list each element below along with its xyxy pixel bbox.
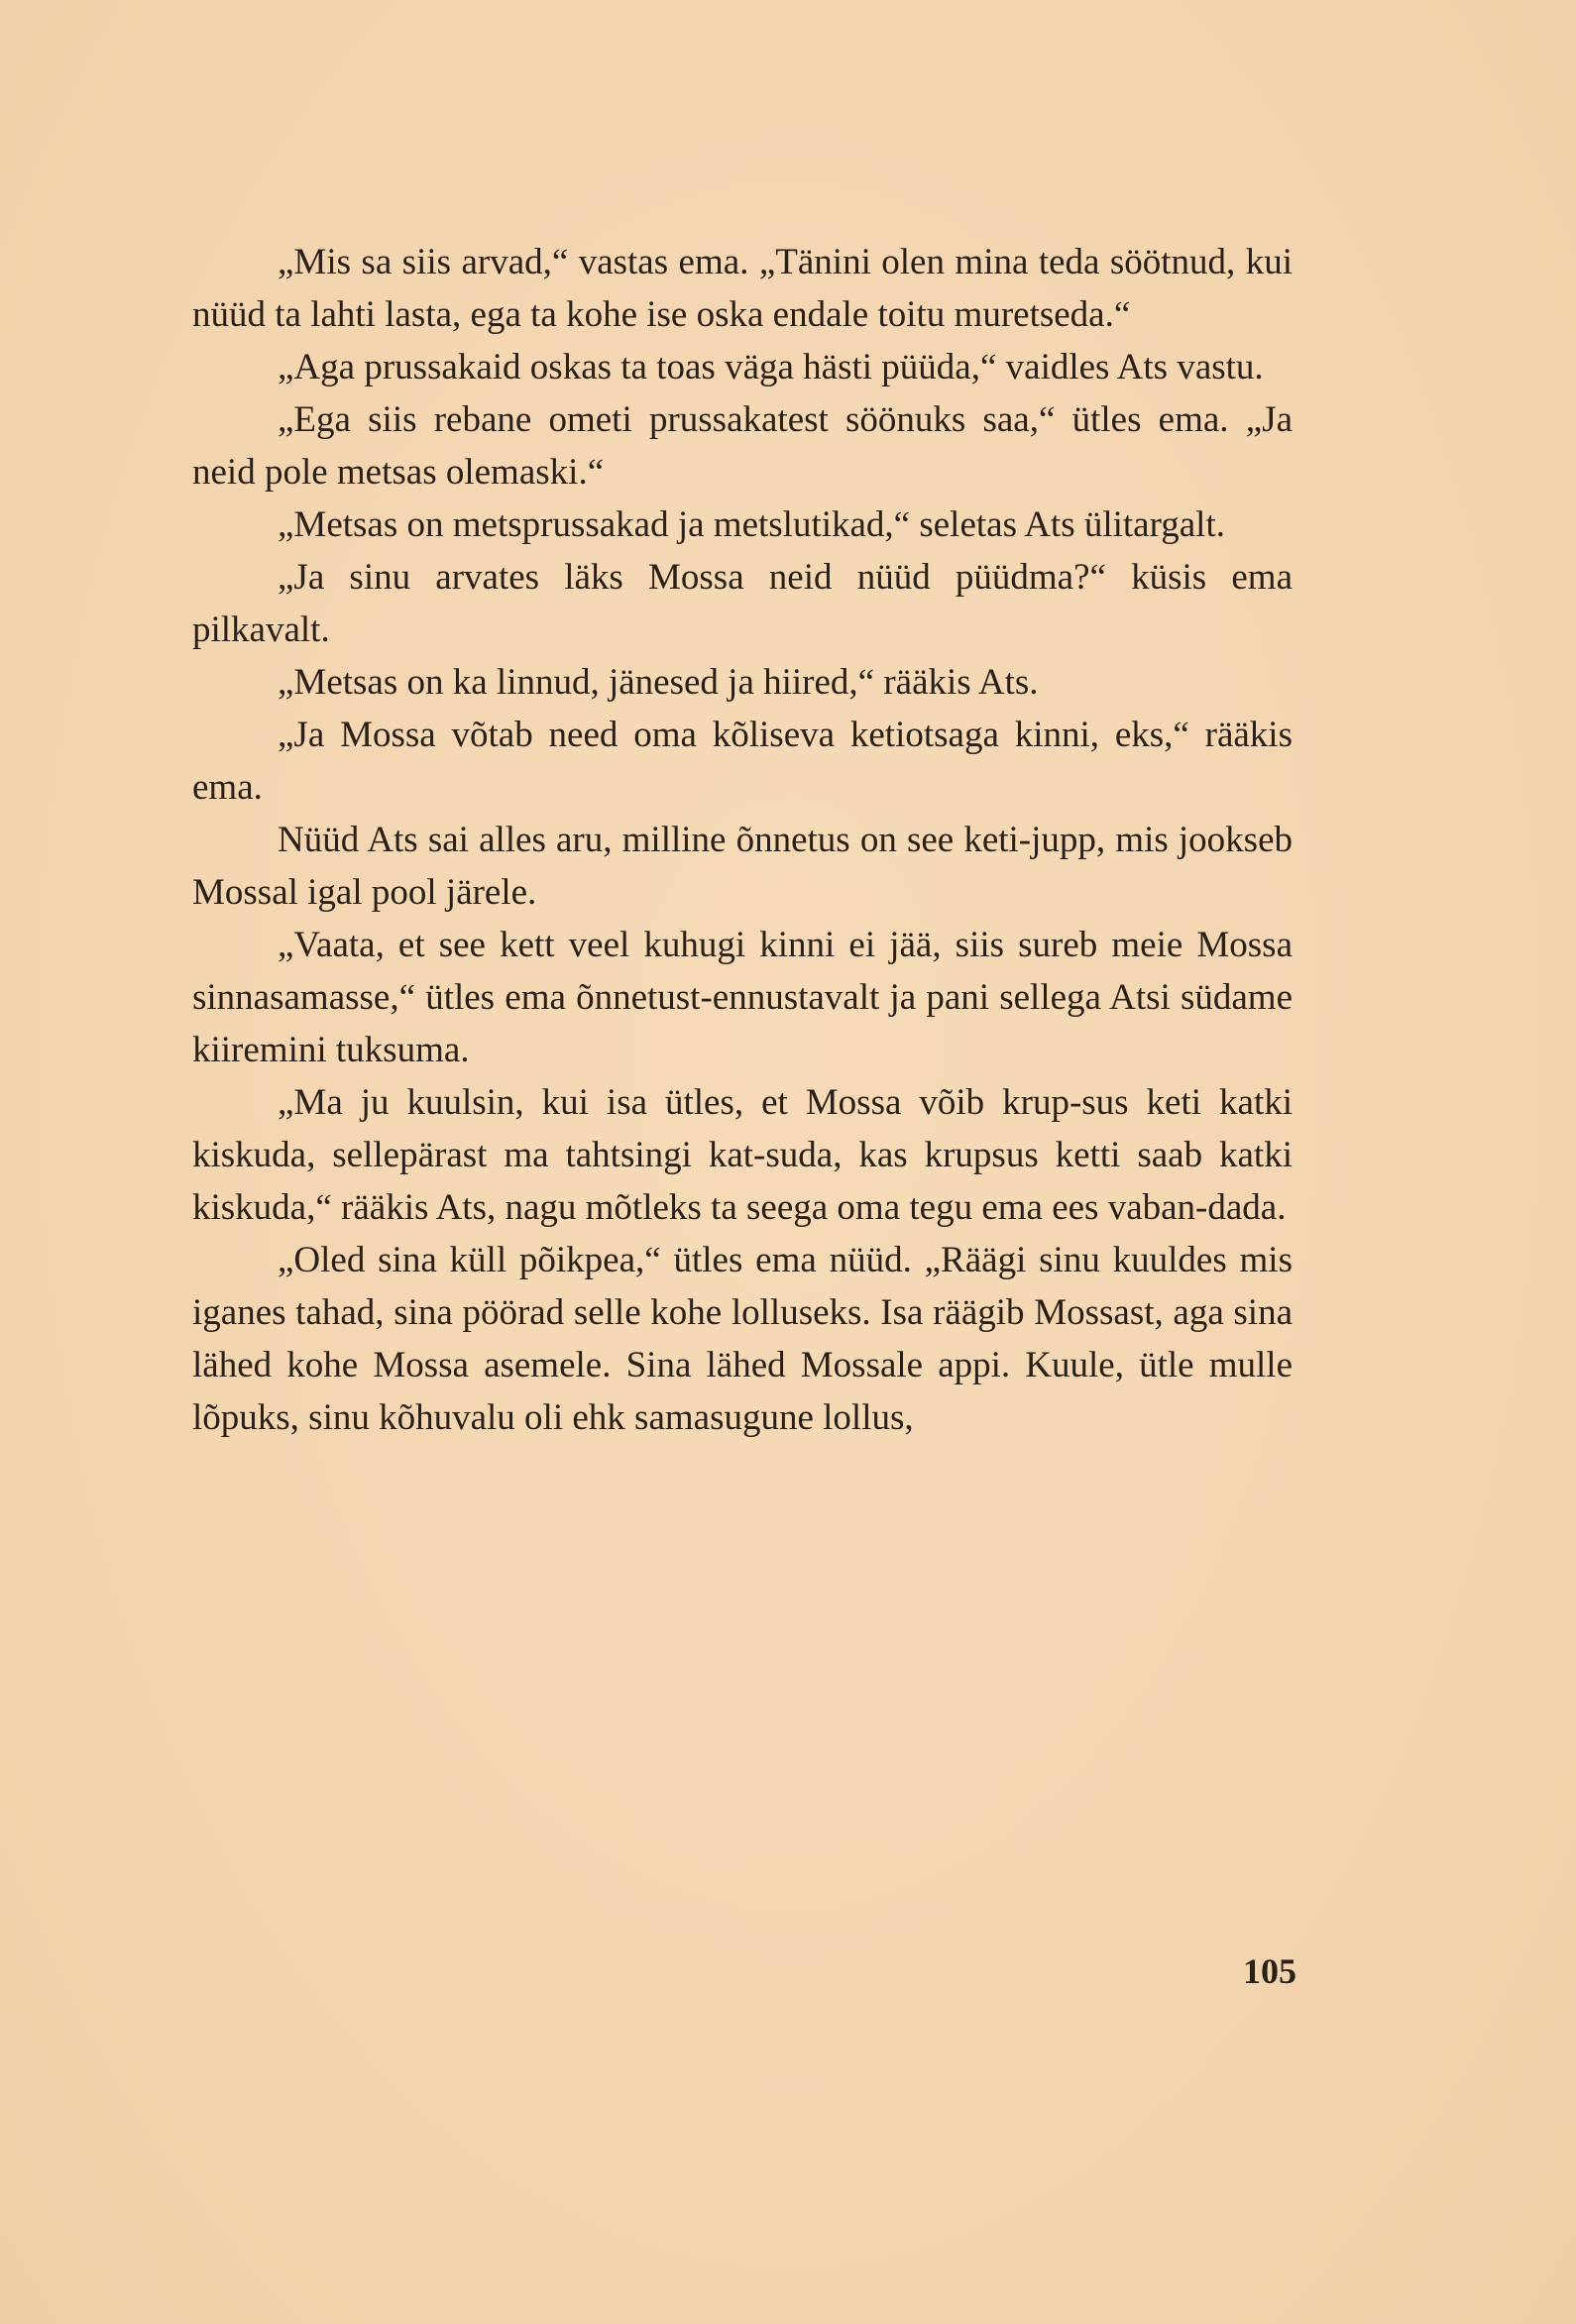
paragraph-9: „Vaata, et see kett veel kuhugi kinni ei jää, siis sureb meie Mossa sinnasamasse,“ ütles ema õnnetust-ennustavalt ja pani sellega Atsi südame kiiremini tuksuma.	[192, 925, 1293, 1070]
paragraph-3: „Ega siis rebane ometi prussakatest söönuks saa,“ ütles ema. „Ja neid pole metsas olemaski.“	[192, 399, 1293, 493]
paragraph-11: „Oled sina küll põikpea,“ ütles ema nüüd. „Räägi sinu kuuldes mis iganes tahad, sina pöörad selle kohe lolluseks. Isa räägib Mossast, aga sina lähed kohe Mossa asemele. Sina lähed Mossale appi. Kuule, ütle mulle lõpuks, sinu kõhuvalu oli ehk samasugune lollus,	[192, 1240, 1293, 1438]
paragraph-1: „Mis sa siis arvad,“ vastas ema. „Tänini olen mina teda söötnud, kui nüüd ta lahti lasta, ega ta kohe ise oska endale toitu muretseda.“	[192, 242, 1293, 335]
paragraph-6: „Metsas on ka linnud, jänesed ja hiired,“ rääkis Ats.	[278, 662, 1039, 703]
page-number: 105	[1243, 1951, 1296, 1991]
paragraph-7: „Ja Mossa võtab need oma kõliseva ketiotsaga kinni, eks,“ rääkis ema.	[192, 715, 1293, 808]
paragraph-8: Nüüd Ats sai alles aru, milline õnnetus on see keti-jupp, mis jookseb Mossal igal pool järele.	[192, 820, 1293, 913]
paragraph-5: „Ja sinu arvates läks Mossa neid nüüd püüdma?“ küsis ema pilkavalt.	[192, 557, 1293, 650]
paragraph-4: „Metsas on metsprussakad ja metslutikad,“ seletas Ats ülitargalt.	[278, 504, 1225, 545]
body-text	[192, 236, 1293, 1444]
paragraph-10: „Ma ju kuulsin, kui isa ütles, et Mossa võib krup-sus keti katki kiskuda, sellepärast ma tahtsingi kat-suda, kas krupsus ketti saab katki kiskuda,“ rääkis Ats, nagu mõtleks ta seega oma tegu ema ees vaban-dada.	[192, 1082, 1293, 1228]
paragraph-2: „Aga prussakaid oskas ta toas väga hästi püüda,“ vaidles Ats vastu.	[278, 347, 1264, 387]
